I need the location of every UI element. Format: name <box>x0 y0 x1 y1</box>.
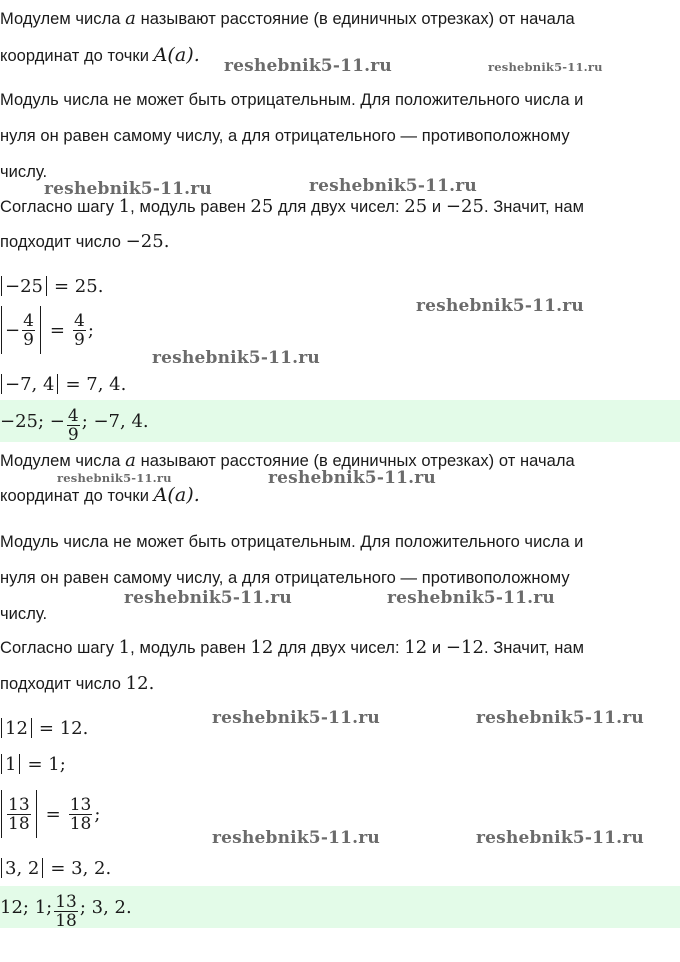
abs-bar <box>1 276 2 296</box>
text: Модулем числа <box>0 10 121 28</box>
text: и <box>431 639 442 657</box>
answer-box-2 <box>0 886 680 928</box>
math-rhs: = 25. <box>54 275 104 297</box>
watermark: reshebnik5-11.ru <box>416 296 584 316</box>
watermark: reshebnik5-11.ru <box>57 471 172 485</box>
math-point: A(a). <box>153 44 200 66</box>
abs-bar <box>1 790 2 838</box>
fits-line <box>0 232 170 252</box>
math-rhs: = 7, 4. <box>65 373 127 395</box>
formula-abs-3-2 <box>0 855 111 881</box>
text: Согласно шагу <box>0 198 115 216</box>
text: координат до точки <box>0 47 149 65</box>
math-rhs: = 3, 2. <box>50 857 112 879</box>
abs-bar <box>31 718 32 738</box>
formula-abs-1 <box>0 751 66 777</box>
text: называют расстояние (в единичных отрезках) от начала <box>140 452 575 470</box>
formula-abs-12 <box>0 715 88 741</box>
step-line <box>0 638 584 658</box>
text: Согласно шагу <box>0 639 115 657</box>
nonneg-line-1: Модуль числа не может быть отрицательным. Для положительного числа и <box>0 533 584 551</box>
math-inner: −25 <box>5 275 43 297</box>
abs-bar <box>1 754 2 774</box>
nonneg-line-3: числу. <box>0 605 48 623</box>
watermark: reshebnik5-11.ru <box>387 588 555 608</box>
abs-bar <box>42 858 43 878</box>
text: подходит число <box>0 675 121 693</box>
text: для двух чисел: <box>278 639 400 657</box>
math-rhs: = 12. <box>38 717 89 739</box>
math-var: a <box>125 450 136 471</box>
nonneg-line-3: числу. <box>0 163 48 181</box>
watermark: reshebnik5-11.ru <box>212 708 380 728</box>
watermark: reshebnik5-11.ru <box>488 60 603 74</box>
fraction <box>67 407 80 443</box>
math-num: 1 <box>118 637 131 658</box>
text: называют расстояние (в единичных отрезках) от начала <box>140 10 575 28</box>
math-text: ; 3, 2. <box>79 896 132 918</box>
math-point: A(a). <box>153 484 200 506</box>
fraction <box>7 796 31 833</box>
formula-abs-frac-4-9 <box>0 304 94 356</box>
math-minus: − <box>5 319 21 341</box>
definition-line-2 <box>0 45 200 66</box>
text: подходит число <box>0 233 121 251</box>
definition-line-2 <box>0 485 200 506</box>
watermark: reshebnik5-11.ru <box>476 828 644 848</box>
math-punct: ; <box>94 803 101 825</box>
definition-line-1 <box>0 9 575 29</box>
fraction-numerator: 13 <box>55 891 77 912</box>
abs-bar <box>1 718 2 738</box>
abs-bar <box>36 790 37 838</box>
fraction-numerator: 13 <box>8 794 30 815</box>
answer-formula <box>0 400 149 442</box>
watermark: reshebnik5-11.ru <box>124 588 292 608</box>
watermark: reshebnik5-11.ru <box>309 176 477 196</box>
abs-bar <box>1 858 2 878</box>
formula-abs-minus7-4 <box>0 371 126 397</box>
math-num: −12 <box>445 637 484 658</box>
math-num: 25 <box>250 196 274 217</box>
fraction <box>73 312 86 349</box>
fraction <box>54 893 78 929</box>
fraction-denominator: 18 <box>55 910 77 928</box>
nonneg-line-2: нуля он равен самому числу, а для отрицательного — противоположному <box>0 569 570 587</box>
fraction-numerator: 4 <box>23 310 34 331</box>
fraction-numerator: 4 <box>67 405 79 426</box>
fraction-denominator: 18 <box>8 813 30 834</box>
math-num: 12. <box>125 673 155 694</box>
text: , модуль равен <box>130 198 246 216</box>
fraction-denominator: 9 <box>23 329 34 350</box>
fraction <box>22 312 35 349</box>
watermark: reshebnik5-11.ru <box>268 468 436 488</box>
math-num: 12 <box>404 637 428 658</box>
math-num: −25. <box>125 231 170 252</box>
watermark: reshebnik5-11.ru <box>476 708 644 728</box>
math-num: 25 <box>404 196 428 217</box>
watermark: reshebnik5-11.ru <box>212 828 380 848</box>
math-text: 12; 1; <box>0 896 53 918</box>
watermark: reshebnik5-11.ru <box>44 179 212 199</box>
watermark: reshebnik5-11.ru <box>152 348 320 368</box>
math-inner: −7, 4 <box>5 373 55 395</box>
math-eq: = <box>49 319 66 341</box>
fits-line <box>0 674 154 694</box>
abs-bar <box>57 374 58 394</box>
fraction-denominator: 9 <box>74 329 85 350</box>
answer-formula <box>0 886 132 928</box>
nonneg-line-1: Модуль числа не может быть отрицательным. Для положительного числа и <box>0 91 584 109</box>
step-line <box>0 197 584 217</box>
math-eq: = <box>45 803 61 825</box>
text: . Значит, нам <box>483 639 585 657</box>
abs-bar <box>46 276 47 296</box>
fraction-numerator: 13 <box>69 794 92 815</box>
abs-bar <box>19 754 20 774</box>
math-inner: 12 <box>5 717 28 739</box>
fraction-numerator: 4 <box>74 310 85 331</box>
text: , модуль равен <box>130 639 246 657</box>
text: для двух чисел: <box>278 198 400 216</box>
math-text: −25; − <box>0 410 65 432</box>
math-punct: ; <box>87 319 94 341</box>
abs-bar <box>1 374 2 394</box>
fraction <box>69 796 93 833</box>
fraction-denominator: 9 <box>67 424 79 442</box>
abs-bar <box>40 306 41 354</box>
abs-bar <box>1 306 2 354</box>
math-text: ; −7, 4. <box>81 410 149 432</box>
math-inner: 1 <box>5 753 17 775</box>
math-inner: 3, 2 <box>5 857 40 879</box>
text: . Значит, нам <box>483 198 585 216</box>
nonneg-line-2: нуля он равен самому числу, а для отрицательного — противоположному <box>0 127 570 145</box>
math-num: 1 <box>118 196 131 217</box>
formula-abs-frac-13-18 <box>0 788 100 840</box>
fraction-denominator: 18 <box>69 813 92 834</box>
text: координат до точки <box>0 487 149 505</box>
text: Модулем числа <box>0 452 121 470</box>
math-rhs: = 1; <box>27 753 66 775</box>
watermark: reshebnik5-11.ru <box>224 56 392 76</box>
math-num: 12 <box>250 637 274 658</box>
answer-box-1 <box>0 400 680 442</box>
math-num: −25 <box>445 196 484 217</box>
math-var: a <box>125 8 136 29</box>
formula-abs-minus25 <box>0 273 103 299</box>
text: и <box>431 198 442 216</box>
